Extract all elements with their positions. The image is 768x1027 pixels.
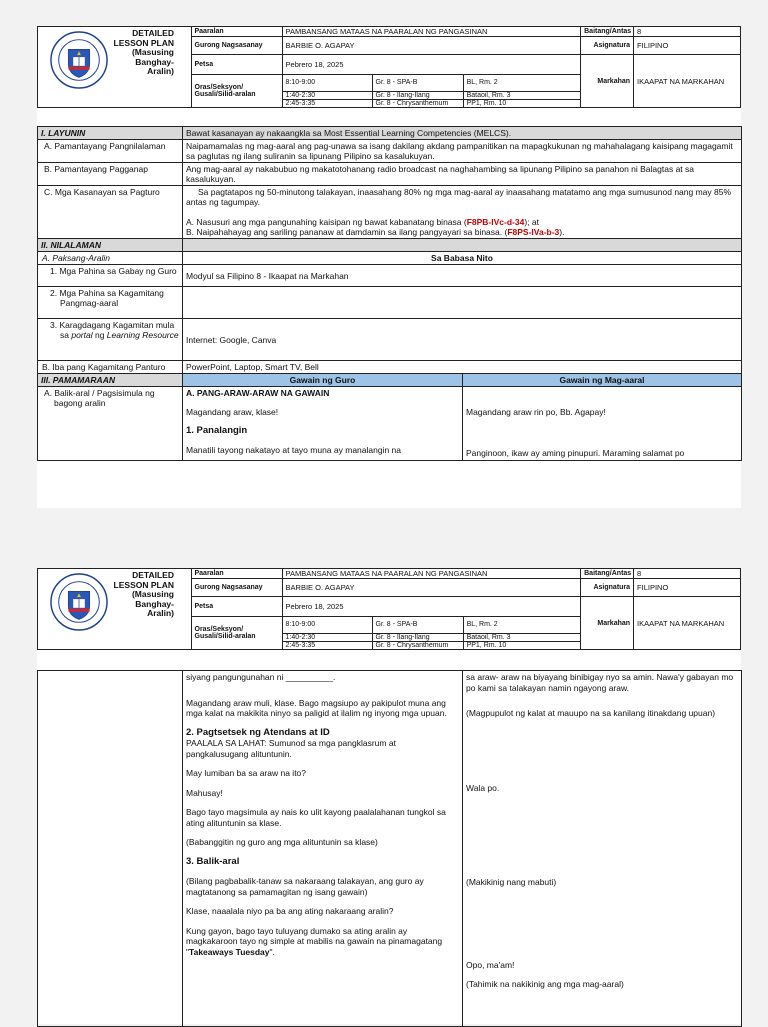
schedule-room: Bataoil, Rm. 3 <box>463 634 581 642</box>
ng-text: ng <box>93 330 107 340</box>
student-activity-cell <box>463 387 742 461</box>
header-logo-cell <box>38 27 192 108</box>
nilalaman-heading-fill <box>183 239 742 252</box>
asignatura-value: FILIPINO <box>634 37 741 55</box>
guro-label: Gurong Nagsasanay <box>191 37 282 55</box>
schedule-time: 8:10-9:00 <box>282 74 372 92</box>
student-prayer: Panginoon, ikaw ay aming pinupuri. Maraming salamat po <box>466 448 738 458</box>
student-line: (Tahimik na nakikinig ang mga mag-aaral) <box>466 979 738 990</box>
nilalaman-heading: II. NILALAMAN <box>38 239 183 252</box>
schedule-room: PP1, Rm. 10 <box>463 642 581 650</box>
baitang-value: 8 <box>634 569 741 579</box>
layunin-intro: Bawat kasanayan ay nakaangkla sa Most Essential Learning Competencies (MELCS). <box>183 127 742 140</box>
lesson-plan-page-1 <box>37 26 741 508</box>
guro-label: Gurong Nagsasanay <box>191 579 282 597</box>
schedule-section: Gr. 8 - SPA-B <box>372 74 463 92</box>
schedule-section: Gr. 8 - Ilang-Ilang <box>372 92 463 100</box>
gabay-guro-value: Modyul sa Filipino 8 - Ikaapat na Markahan <box>183 265 742 287</box>
kasanayan-cell <box>183 186 742 239</box>
gawain-guro-header: Gawain ng Guro <box>183 374 463 387</box>
schedule-time: 2:45-3:35 <box>282 100 372 108</box>
schedule-time: 8:10-9:00 <box>282 616 372 634</box>
karagdagang-kagamitan-label <box>38 319 183 361</box>
markahan-value: IKAAPAT NA MARKAHAN <box>634 597 741 650</box>
markahan-value: IKAAPAT NA MARKAHAN <box>634 55 741 108</box>
student-line: (Makikinig nang mabuti) <box>466 877 738 888</box>
guro-value: BARBIE O. AGAPAY <box>282 37 581 55</box>
teacher-activity-cell <box>183 671 463 1027</box>
student-line: Wala po. <box>466 783 738 794</box>
teacher-line: (Babanggitin ng guro ang mga alituntunin sa klase) <box>186 837 459 848</box>
balik-aral-title: 3. Balik-aral <box>186 857 459 868</box>
gabay-guro-label: 1. Mga Pahina sa Gabay ng Guro <box>38 265 183 287</box>
takeaways-title: Takeaways Tuesday <box>189 947 269 957</box>
teacher-line: Klase, naaalala niyo pa ba ang ating nakaraang aralin? <box>186 906 459 917</box>
gawain-mag-aaral-header: Gawain ng Mag-aaral <box>463 374 742 387</box>
schedule-section: Gr. 8 - SPA-B <box>372 616 463 634</box>
paaralan-value: PAMBANSANG MATAAS NA PAARALAN NG PANGASINAN <box>282 569 581 579</box>
objective-a-text: A. Nasusuri ang mga pangunahing kaisipan ng bawat kabanatang binasa ( <box>186 217 467 227</box>
paksang-aralin-value: Sa Babasa Nito <box>183 252 742 265</box>
paaralan-value: PAMBANSANG MATAAS NA PAARALAN NG PANGASINAN <box>282 27 581 37</box>
baitang-label: Baitang/Antas <box>581 569 634 579</box>
kasanayan-label: C. Mga Kasanayan sa Pagturo <box>38 186 183 239</box>
objective-b-text: B. Naipahahayag ang sariling pananaw at damdamin sa ilang pangyayari sa binasa. ( <box>186 227 507 237</box>
schedule-room: BL, Rm. 2 <box>463 74 581 92</box>
objective-a <box>186 217 738 227</box>
kagamitang-mag-aaral-value <box>183 287 742 319</box>
objective-a-end: ); at <box>524 217 539 227</box>
schedule-room: PP1, Rm. 10 <box>463 100 581 108</box>
petsa-value: Pebrero 18, 2025 <box>282 55 581 75</box>
objective-b <box>186 227 738 237</box>
lesson-body-table <box>37 126 742 461</box>
teacher-line: Magandang araw muli, klase. Bago magsiupo ay pakipulot muna ang mga kalat na makikita ninyo sa paligid at ilalim ng inyong mga upuan. <box>186 698 459 719</box>
schedule-time: 1:40-2:30 <box>282 634 372 642</box>
takeaways-end: ". <box>270 947 275 957</box>
kagamitang-mag-aaral-label: 2. Mga Pahina sa Kagamitang Pangmag-aaral <box>38 287 183 319</box>
portal-text: portal <box>71 330 92 340</box>
student-greeting: Magandang araw rin po, Bb. Agapay! <box>466 407 738 417</box>
pang-araw-araw-title: A. PANG-ARAW-ARAW NA GAWAIN <box>186 388 459 398</box>
teacher-activity-cell <box>183 387 463 461</box>
paaralan-label: Paaralan <box>191 569 282 579</box>
paaralan-label: Paaralan <box>191 27 282 37</box>
student-line: (Magpupulot ng kalat at mauupo na sa kanilang itinakdang upuan) <box>466 708 738 719</box>
teacher-prayer-instruction: Manatili tayong nakatayo at tayo muna ay manalangin na <box>186 445 459 455</box>
karagdagang-kagamitan-value: Internet: Google, Canva <box>183 319 742 361</box>
teacher-line: Mahusay! <box>186 788 459 799</box>
atendans-reminder: PAALALA SA LAHAT: Sumunod sa mga pangklasrum at pangkalusugang alituntunin. <box>186 738 459 759</box>
student-line: Opo, ma'am! <box>466 960 738 971</box>
schedule-section: Gr. 8 - Ilang-Ilang <box>372 634 463 642</box>
schedule-time: 1:40-2:30 <box>282 92 372 100</box>
karagdagang-label-text: 3. Karagdagang Kagamitan mula sa <box>50 320 174 340</box>
baitang-label: Baitang/Antas <box>581 27 634 37</box>
iba-pang-kagamitan-value: PowerPoint, Laptop, Smart TV, Bell <box>183 361 742 374</box>
iba-pang-kagamitan-label: B. Iba pang Kagamitang Panturo <box>38 361 183 374</box>
lesson-body-table-continued <box>37 670 742 1027</box>
paksang-aralin-label: A. Paksang-Aralin <box>38 252 183 265</box>
petsa-label: Petsa <box>191 597 282 617</box>
objective-b-end: ). <box>559 227 564 237</box>
dlp-title: DETAILED LESSON PLAN (Masusing Banghay-Aralin) <box>110 571 178 619</box>
teacher-line: siyang pangungunahan ni __________. <box>186 672 459 683</box>
teacher-greeting: Magandang araw, klase! <box>186 407 459 417</box>
teacher-line: Bago tayo magsimula ay nais ko ulit kayong paalalahanan tungkol sa ating alituntunin sa klase. <box>186 807 459 828</box>
schedule-time: 2:45-3:35 <box>282 642 372 650</box>
student-activity-cell <box>463 671 742 1027</box>
atendans-title: 2. Pagtsetsek ng Atendans at ID <box>186 728 459 739</box>
learning-resource-text: Learning Resource <box>107 330 179 340</box>
student-line: sa araw- araw na biyayang binibigay nyo sa amin. Nawa'y gabayan mo po kami sa talakayan namin ngayong araw. <box>466 672 738 693</box>
schedule-room: BL, Rm. 2 <box>463 616 581 634</box>
pamantayang-pangnilalaman-text: Naipamamalas ng mag-aaral ang pag-unawa sa isang dakilang akdang pampanitikan na mapagkukunan ng mahahalagang kaisipang magagamit sa paglutas ng ilang suliranin sa lipunang Pilipino sa kasalukuyan. <box>183 140 742 163</box>
pamantayang-pangnilalaman-label: A. Pamantayang Pangnilalaman <box>38 140 183 163</box>
oras-label: Oras/Seksyon/ Gusali/Silid-aralan <box>191 74 282 108</box>
markahan-label: Markahan <box>581 55 634 108</box>
petsa-label: Petsa <box>191 55 282 75</box>
pamamaraan-heading: III. PAMAMARAAN <box>38 374 183 387</box>
asignatura-label: Asignatura <box>581 579 634 597</box>
objective-a-code: F8PB-IVc-d-34 <box>467 217 525 227</box>
petsa-value: Pebrero 18, 2025 <box>282 597 581 617</box>
pamantayang-pagganap-label: B. Pamantayang Pagganap <box>38 163 183 186</box>
balik-aral-label: A. Balik-aral / Pagsisimula ng bagong aralin <box>38 387 183 461</box>
schedule-section: Gr. 8 - Chrysanthemum <box>372 100 463 108</box>
deped-seal-icon <box>50 573 108 631</box>
teacher-line: (Bilang pagbabalik-tanaw sa nakaraang talakayan, ang guro ay magtatanong sa pamamagitan ng isang gawain) <box>186 876 459 897</box>
lesson-plan-page-2 <box>37 568 741 1024</box>
header-table <box>37 26 741 108</box>
pamantayang-pagganap-text: Ang mag-aaral ay nakabubuo ng makatotohanang radio broadcast na naghahambing sa lipunang Pilipino sa panahon ni Balagtas at sa kasalukuyan. <box>183 163 742 186</box>
teacher-line <box>186 926 459 958</box>
objective-b-code: F8PS-IVa-b-3 <box>507 227 559 237</box>
asignatura-label: Asignatura <box>581 37 634 55</box>
header-table <box>37 568 741 650</box>
kasanayan-text: Sa pagtatapos ng 50-minutong talakayan, inaasahang 80% ng mga mag-aaral ay inaasahang matatamo ang mga sumusunod nang may 85% antas ng tagumpay. <box>186 187 738 207</box>
oras-label: Oras/Seksyon/ Gusali/Silid-aralan <box>191 616 282 650</box>
markahan-label: Markahan <box>581 597 634 650</box>
layunin-heading: I. LAYUNIN <box>38 127 183 140</box>
panalangin-title: 1. Panalangin <box>186 426 459 436</box>
asignatura-value: FILIPINO <box>634 579 741 597</box>
teacher-line: May lumiban ba sa araw na ito? <box>186 768 459 779</box>
guro-value: BARBIE O. AGAPAY <box>282 579 581 597</box>
schedule-section: Gr. 8 - Chrysanthemum <box>372 642 463 650</box>
procedure-label-cell <box>38 671 183 1027</box>
deped-seal-icon <box>50 31 108 89</box>
takeaways-intro: Kung gayon, bago tayo tuluyang dumako sa ating aralin ay magkakaroon tayo ng simple at mabilis na gawain na pinamagatang " <box>186 926 442 957</box>
schedule-room: Bataoil, Rm. 3 <box>463 92 581 100</box>
dlp-title: DETAILED LESSON PLAN (Masusing Banghay-Aralin) <box>110 29 178 77</box>
baitang-value: 8 <box>634 27 741 37</box>
header-logo-cell <box>38 569 192 650</box>
